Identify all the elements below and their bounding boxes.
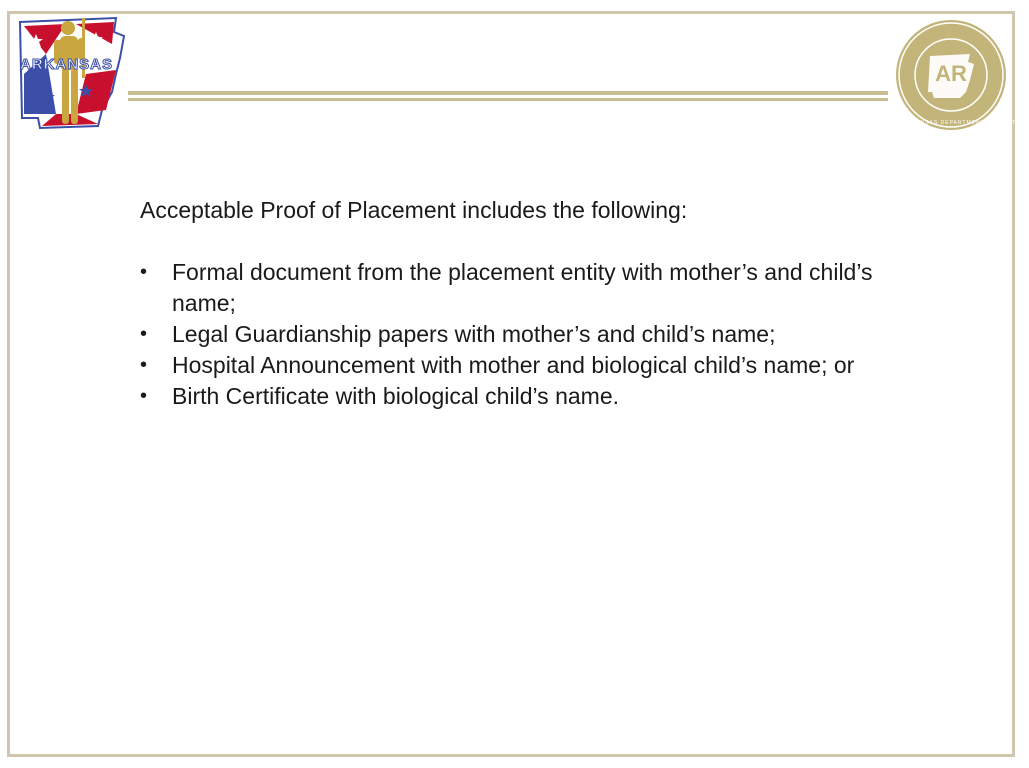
list-item-text: Hospital Announcement with mother and biological child’s name; or: [172, 352, 855, 378]
bullet-icon: •: [140, 354, 148, 376]
list-item-text: Birth Certificate with biological child’s name.: [172, 383, 619, 409]
content-heading: Acceptable Proof of Placement includes the following:: [140, 197, 688, 223]
list-item: [140, 319, 884, 350]
seal-text: ARKANSAS DEPARTMENT OF MILITARY: [903, 120, 1029, 126]
bullet-icon: •: [140, 323, 148, 345]
arkansas-logo-text: ARKANSAS: [20, 56, 114, 73]
list-item: [140, 350, 884, 381]
header-rule-top: [128, 91, 888, 95]
list-item-text: Legal Guardianship papers with mother’s and child’s name;: [172, 321, 776, 347]
slide-content: [140, 195, 900, 412]
arkansas-national-guard-logo-icon: [16, 14, 128, 136]
seal-monogram: AR: [935, 61, 967, 86]
list-item: [140, 257, 884, 319]
header-rule-bottom: [128, 98, 888, 101]
bullet-icon: •: [140, 385, 148, 407]
list-item: [140, 381, 884, 412]
bullet-list: [140, 257, 900, 412]
bullet-icon: •: [140, 261, 148, 283]
list-item-text: Formal document from the placement entity with mother’s and child’s name;: [172, 259, 873, 316]
